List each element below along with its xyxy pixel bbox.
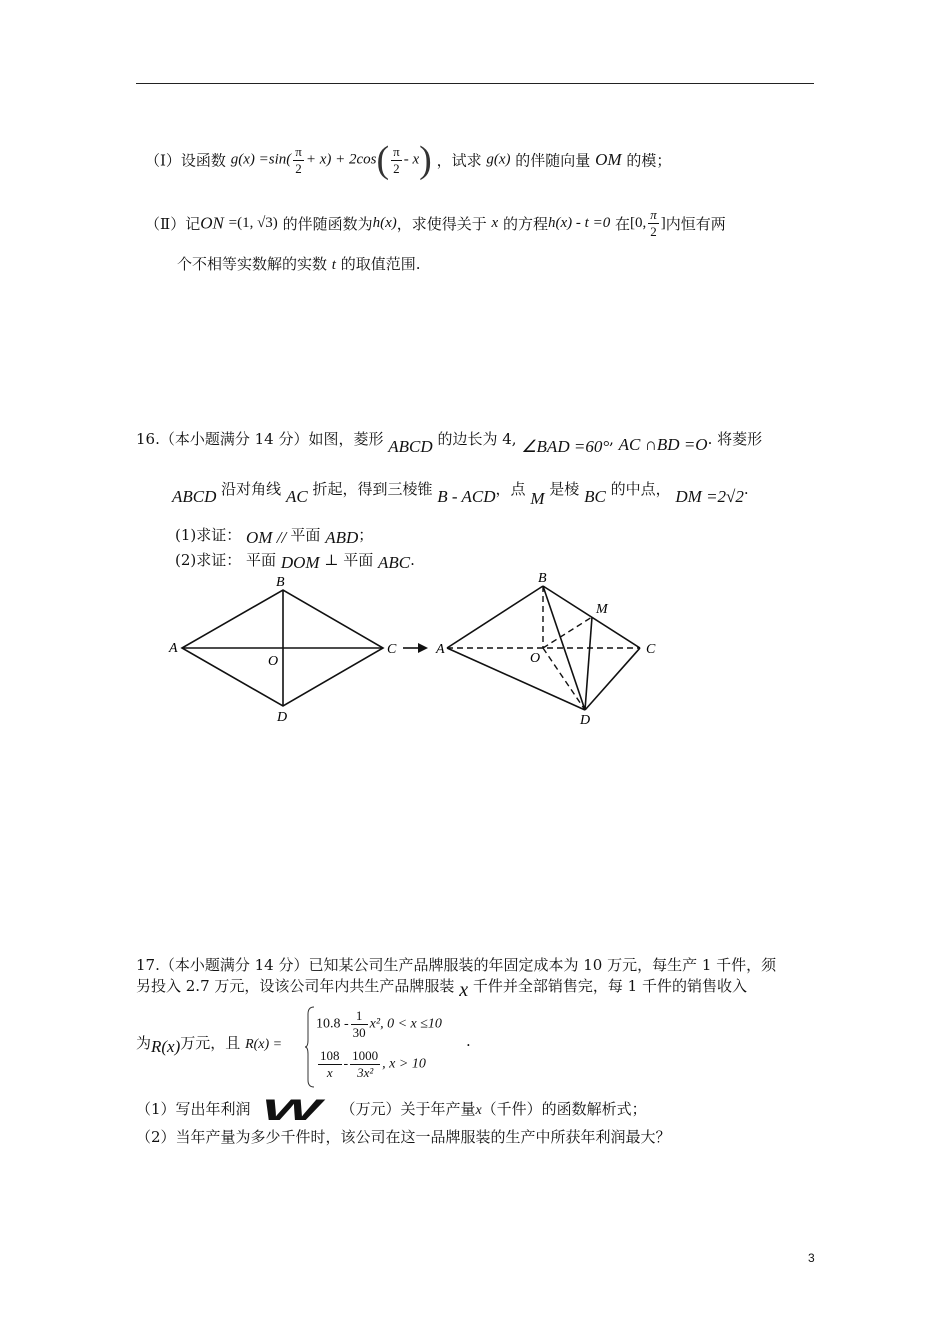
case1-a: 10.8 - <box>316 1016 349 1032</box>
part2-label: （Ⅱ）记 <box>145 215 201 233</box>
is-mid-text: 是棱 <box>549 480 580 498</box>
case1-b: x², 0 < x ≤10 <box>369 1016 442 1032</box>
case2-b: , x > 10 <box>382 1056 426 1072</box>
hx-symbol: h(x) <box>372 215 397 231</box>
point-text: ，点 <box>495 480 526 498</box>
q17-sub2 <box>136 1126 671 1147</box>
pi-over-2-frac-2 <box>391 144 402 177</box>
comp-text: 的伴随函数为 <box>282 215 373 233</box>
q17-sub1b: （万元）关于年产量 <box>340 1100 476 1118</box>
angle-bad: ∠BAD =60° <box>521 437 610 456</box>
q17-line2b: 千件并全部销售完，每 1 千件的销售收入 <box>472 977 747 995</box>
t-var: t <box>331 257 336 273</box>
end-period: . <box>466 1032 471 1050</box>
piecewise-end <box>466 1032 471 1050</box>
find-text: ，求使得关于 <box>396 215 487 233</box>
rx-symbol: R(x) <box>151 1037 181 1056</box>
ac-symbol: AC <box>285 487 308 506</box>
x-var-2: x <box>475 1103 482 1118</box>
label-o-2: O <box>530 651 541 666</box>
period: . <box>743 480 749 498</box>
left-paren: ( <box>376 139 390 181</box>
eq-text: 的方程 <box>503 215 549 233</box>
piecewise-brace-icon <box>305 1006 315 1088</box>
abcd-symbol: ABCD <box>388 437 433 456</box>
m-symbol: M <box>530 489 545 508</box>
fold-text: . 将菱形 <box>707 430 763 448</box>
in-text: 在 <box>614 215 630 233</box>
case1-den: 30 <box>352 1025 366 1040</box>
try-text: ，试求 <box>436 151 482 170</box>
g-function-mid: + x) + 2cos <box>305 151 377 168</box>
fold2-text: 折起，得到三棱锥 <box>312 480 433 498</box>
segment-md <box>585 617 592 710</box>
part2-line1 <box>145 207 726 240</box>
frac-num: π <box>650 207 657 222</box>
q17-line3 <box>136 1032 283 1056</box>
piecewise-case2 <box>316 1048 426 1081</box>
mod-text: 的模； <box>626 151 672 170</box>
interval-frac <box>648 207 659 240</box>
q17-line1 <box>136 954 776 975</box>
q17-sub2-text: （2）当年产量为多少千件时，该公司在这一品牌服装的生产中所获年利润最大？ <box>136 1128 671 1146</box>
on-value: =(1, √3) <box>228 215 278 231</box>
period: . <box>410 551 415 569</box>
q16-intro: 16.（本小题满分 14 分）如图，菱形 <box>136 430 384 448</box>
bc-symbol: BC <box>584 487 606 506</box>
label-c: C <box>387 642 397 657</box>
case2-frac2 <box>350 1048 380 1081</box>
label-c-2: C <box>646 642 656 657</box>
x-var-q17: x <box>459 979 469 1001</box>
case2-frac1 <box>318 1048 342 1081</box>
edge-ad <box>447 648 585 710</box>
piecewise-case1 <box>316 1008 442 1041</box>
side-text: 的边长为 4, <box>437 430 517 448</box>
pyramid-symbol: B - ACD <box>437 487 496 506</box>
plane-text: 平面 <box>290 526 321 544</box>
frac-den: 2 <box>295 160 302 176</box>
edge-ab <box>447 586 543 648</box>
ac-intersect-bd: AC ∩BD =O <box>618 435 708 454</box>
g-function-lhs: g(x) =sin( <box>230 151 292 168</box>
case1-num: 1 <box>351 1008 368 1025</box>
label-b-2: B <box>538 571 547 586</box>
q17-sub1a: （1）写出年利润 <box>136 1100 251 1118</box>
label-m: M <box>596 602 608 617</box>
frac-den: 2 <box>650 224 657 239</box>
on-vector: ON <box>200 213 224 233</box>
right-paren: ) <box>419 139 432 181</box>
q17-sub1 <box>136 1094 647 1127</box>
q17-line3a: 为 <box>136 1034 152 1052</box>
case2-den2: 3x² <box>357 1065 374 1080</box>
label-d-2: D <box>580 713 591 728</box>
om-vector: OM <box>595 150 622 169</box>
frac-num: π <box>295 143 302 159</box>
line2b: 的取值范围. <box>340 255 421 273</box>
plane-text: 平面 <box>246 551 277 569</box>
along-text: 沿对角线 <box>221 480 282 498</box>
plane-text: 平面 <box>343 551 374 569</box>
part1-label: （Ⅰ）设函数 <box>145 151 226 170</box>
q16-sub2 <box>175 549 415 570</box>
rx-definition: R(x) = <box>245 1037 283 1052</box>
header-rule <box>136 83 814 84</box>
sub1-label: (1)求证： <box>175 526 242 544</box>
label-a: A <box>169 641 178 656</box>
pi-over-2-frac <box>293 144 304 177</box>
q17-line2a: 另投入 2.7 万元，设该公司年内共生产品牌服装 <box>136 977 455 995</box>
case2-minus: - <box>343 1056 349 1072</box>
semicolon: ； <box>358 526 374 544</box>
q16-line2 <box>172 478 749 508</box>
dm-value: DM =2√2 <box>675 487 744 506</box>
interval-right: ] <box>660 215 666 231</box>
equation: h(x) - t =0 <box>548 215 611 231</box>
abc-symbol: ABC <box>378 553 411 572</box>
label-a-2: A <box>436 642 445 657</box>
page-number: 3 <box>808 1251 815 1265</box>
gx-symbol: g(x) <box>486 151 511 168</box>
line2a: 个不相等实数解的实数 <box>177 255 328 273</box>
case2-num2: 1000 <box>352 1048 379 1063</box>
tail-text: 内恒有两 <box>665 215 726 233</box>
case2-den1: x <box>326 1065 333 1080</box>
minus-x: - x <box>403 151 420 168</box>
part2-line2 <box>177 253 421 274</box>
label-o: O <box>268 654 279 669</box>
sub2-label: (2)求证： <box>175 551 242 569</box>
rhombus-figure <box>160 570 680 730</box>
om-parallel: OM // <box>246 528 291 547</box>
vector-text: 的伴随向量 <box>515 151 591 170</box>
frac-den: 2 <box>393 160 400 176</box>
mid-text: 的中点， <box>610 480 671 498</box>
label-b: B <box>276 575 285 590</box>
perp-symbol: ⊥ <box>324 551 339 569</box>
x-var: x <box>491 215 499 231</box>
edge-cd <box>585 648 640 710</box>
q16-line1: 16.（本小题满分 14 分）如图，菱形 ABCD 的边长为 4, ∠BAD =60°, AC ∩BD =O. 将菱形 <box>136 430 763 456</box>
fold-arrow-icon <box>403 643 428 653</box>
part1-line <box>145 138 671 182</box>
q17-sub1c: （千件）的函数解析式； <box>481 1100 647 1118</box>
q17-line2 <box>136 974 747 1001</box>
q16-sub1 <box>175 524 373 545</box>
w-symbol: W <box>261 1094 322 1127</box>
frac-num: π <box>393 143 400 159</box>
abd-symbol: ABD <box>325 528 359 547</box>
abcd-symbol-2: ABCD <box>172 487 217 506</box>
q17-line3b: 万元，且 <box>180 1034 241 1052</box>
case2-num1: 108 <box>320 1048 340 1063</box>
q17-line1-text: 17.（本小题满分 14 分）已知某公司生产品牌服装的年固定成本为 10 万元，每生产 1 千件，须 <box>136 956 777 974</box>
case1-frac <box>351 1008 368 1041</box>
dom-symbol: DOM <box>280 553 320 572</box>
interval-left: [0, <box>630 215 647 231</box>
rhombus-plane <box>182 590 383 706</box>
label-d: D <box>277 710 288 725</box>
hidden-om <box>543 617 592 648</box>
